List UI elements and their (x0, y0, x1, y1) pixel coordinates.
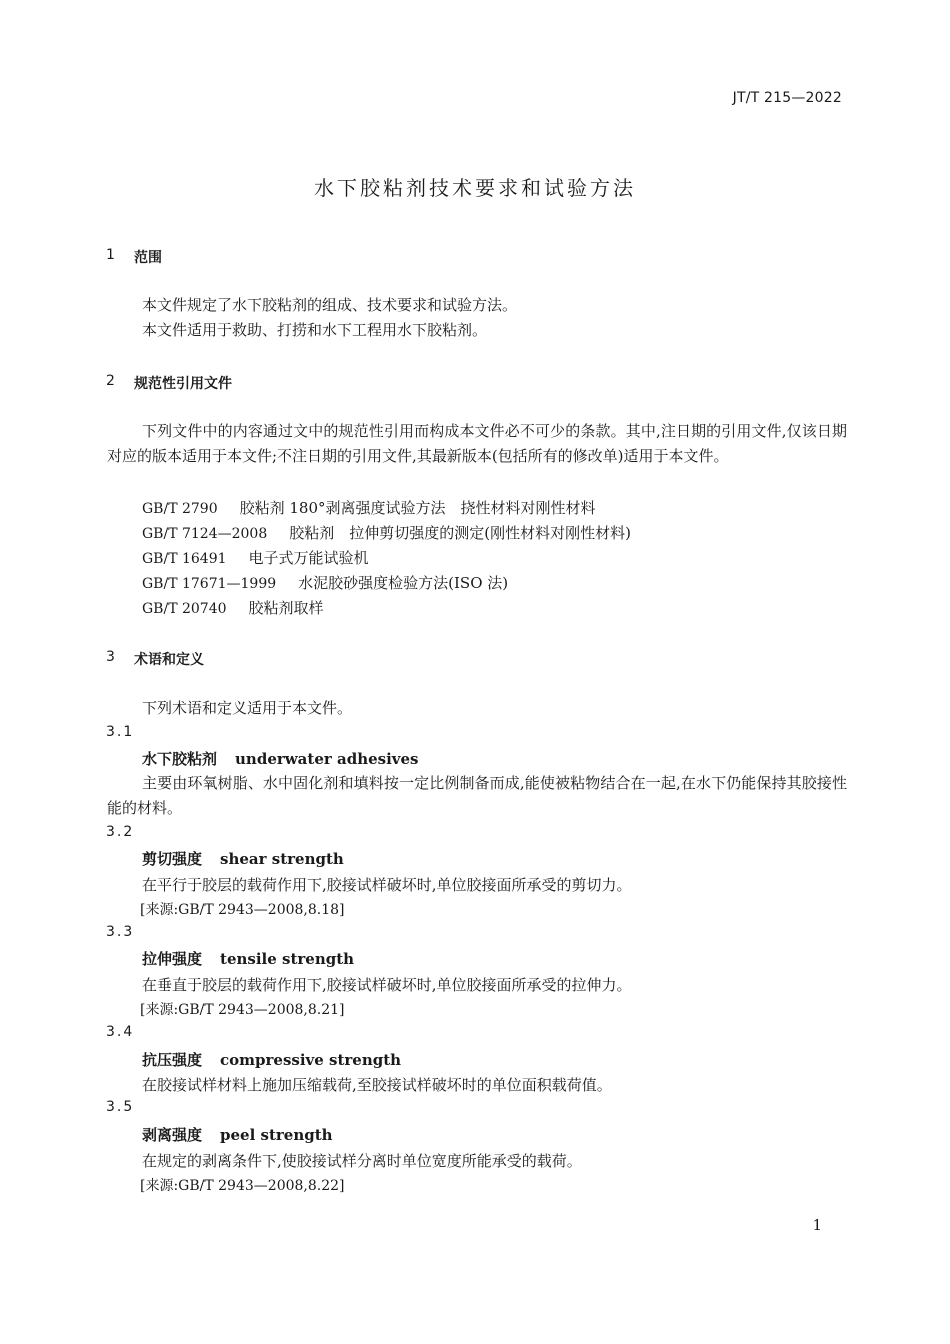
reference-code: GB/T 20740 (142, 601, 227, 617)
term-chinese: 剪切强度 (142, 850, 203, 868)
term-definition: 主要由环氧树脂、水中固化剂和填料按一定比例制备而成,能使被粘物结合在一起,在水下仍能保持其胶接性能的材料。 (107, 774, 847, 817)
reference-code: GB/T 17671—1999 (142, 576, 277, 592)
term-definition: 在胶接试样材料上施加压缩载荷,至胶接试样破坏时的单位面积载荷值。 (142, 1076, 612, 1094)
reference-code: GB/T 16491 (142, 551, 227, 567)
reference-title: 胶粘剂 180°剥离强度试验方法 挠性材料对刚性材料 (239, 499, 596, 517)
reference-item (142, 547, 369, 568)
reference-code: GB/T 2790 (142, 501, 218, 517)
reference-code: GB/T 7124—2008 (142, 526, 268, 542)
term-definition: 在规定的剥离条件下,使胶接试样分离时单位宽度所能承受的载荷。 (142, 1152, 582, 1170)
clause-number: 3.4 (106, 1024, 135, 1040)
document-title: 水下胶粘剂技术要求和试验方法 (314, 176, 636, 200)
clause-number: 3.2 (106, 824, 135, 840)
reference-title: 胶粘剂 拉伸剪切强度的测定(刚性材料对刚性材料) (289, 524, 631, 542)
section-2-number: 2 (106, 373, 115, 389)
clause-number: 3.1 (106, 724, 135, 740)
term-chinese: 水下胶粘剂 (142, 750, 218, 768)
term-english: tensile strength (220, 950, 355, 968)
term-english: shear strength (220, 850, 344, 868)
term-chinese: 抗压强度 (142, 1051, 203, 1069)
term-heading (142, 948, 354, 969)
section-2-title: 规范性引用文件 (134, 376, 232, 392)
section-3-intro: 下列术语和定义适用于本文件。 (142, 699, 353, 717)
clause-number: 3.5 (106, 1099, 135, 1115)
section-1-title: 范围 (134, 250, 162, 266)
term-chinese: 拉伸强度 (142, 950, 203, 968)
term-english: peel strength (220, 1126, 333, 1144)
reference-item (142, 572, 508, 593)
term-source: [来源:GB/T 2943—2008,8.21] (140, 1002, 345, 1018)
term-chinese: 剥离强度 (142, 1126, 203, 1144)
reference-item (142, 497, 596, 518)
section-3-title: 术语和定义 (134, 652, 204, 668)
term-heading (142, 848, 344, 869)
standard-code: JT/T 215—2022 (732, 90, 842, 106)
term-definition: 在平行于胶层的载荷作用下,胶接试样破坏时,单位胶接面所承受的剪切力。 (142, 876, 632, 894)
section-1-number: 1 (106, 247, 115, 263)
reference-item (142, 597, 324, 618)
section-3-number: 3 (106, 649, 115, 665)
section-2-intro: 下列文件中的内容通过文中的规范性引用而构成本文件必不可少的条款。其中,注日期的引用文件,仅该日期对应的版本适用于本文件;不注日期的引用文件,其最新版本(包括所有的修改单)适用于本文件。 (107, 422, 847, 465)
page-number: 1 (812, 1216, 822, 1234)
term-heading (142, 748, 419, 769)
section-1-paragraph-1: 本文件规定了水下胶粘剂的组成、技术要求和试验方法。 (142, 296, 518, 314)
section-1-paragraph-2: 本文件适用于救助、打捞和水下工程用水下胶粘剂。 (142, 321, 488, 339)
term-source: [来源:GB/T 2943—2008,8.18] (140, 902, 345, 918)
reference-title: 水泥胶砂强度检验方法(ISO 法) (298, 574, 509, 592)
term-english: underwater adhesives (235, 750, 419, 768)
reference-title: 电子式万能试验机 (248, 549, 369, 567)
reference-item (142, 522, 631, 543)
term-source: [来源:GB/T 2943—2008,8.22] (140, 1178, 345, 1194)
clause-number: 3.3 (106, 924, 135, 940)
term-heading (142, 1049, 401, 1070)
term-heading (142, 1124, 333, 1145)
term-definition: 在垂直于胶层的载荷作用下,胶接试样破坏时,单位胶接面所承受的拉伸力。 (142, 976, 632, 994)
term-english: compressive strength (220, 1051, 402, 1069)
reference-title: 胶粘剂取样 (248, 599, 324, 617)
